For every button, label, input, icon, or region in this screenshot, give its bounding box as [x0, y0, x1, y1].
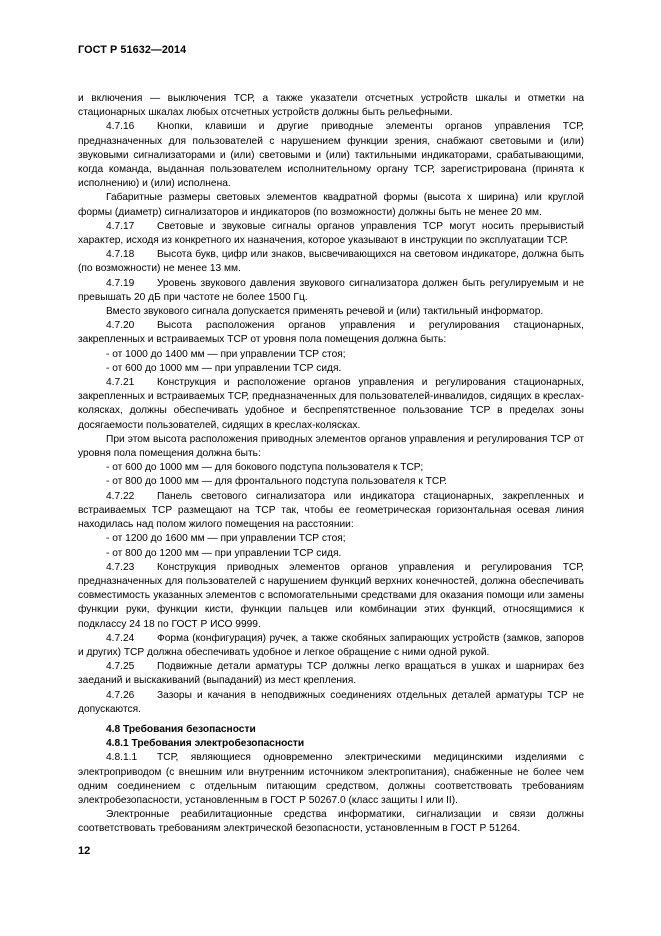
clause-4-7-23 — [78, 561, 584, 632]
clause-4-7-19 — [78, 277, 584, 305]
list-item: - от 800 до 1000 мм — для фронтального подступа пользователя к ТСР. — [106, 476, 447, 488]
clause-4-7-17 — [78, 220, 584, 248]
clause-text: Световые и звуковые сигналы органов управления ТСР могут носить прерывистый характер, исходя из конкретного их назначения, которое указывают в инструкции по эксплуатации ТСР. — [78, 220, 584, 247]
clause-text: Высота букв, цифр или знаков, высвечивающихся на световом индикаторе, должна быть (по возможности) не менее 13 мм. — [78, 249, 584, 275]
clause-4-7-16 — [78, 120, 584, 191]
section-heading-4-8: 4.8 Требования безопасности — [106, 723, 256, 735]
clause-4-7-20 — [78, 319, 584, 347]
clause-text: Конструкция приводных элементов органов управления и регулирования ТСР, предназначенных для пользователей с нарушением функций верхних конечностей, должна обеспечивать совместимость указанных элементов с вспомогательными средствами для оказания помощи или замены функции руки, функции кисти, функции пальцев или комбинации этих функций, относящимися к подклассу 24 18 по ГОСТ Р ИСО 9999. — [78, 561, 584, 630]
clause-4-7-26 — [78, 689, 584, 717]
list-item: - от 1000 до 1400 мм — при управлении ТСР стоя; — [106, 348, 346, 360]
clause-text: ТСР, являющиеся одновременно электрическими медицинскими изделиями с электроприводом (с внешним или внутренним источником электропитания), снабженные не более чем одним соединением с отдельным питающим средством, должны соответствовать требованиям электробезопасности, установленным в ГОСТ Р 50267.0 (класс защиты I или II). — [78, 752, 584, 806]
document-header: ГОСТ Р 51632—2014 — [78, 44, 187, 56]
clause-number: 4.7.19 — [106, 277, 135, 289]
clause-number: 4.7.18 — [106, 249, 135, 261]
clause-number: 4.7.17 — [106, 220, 135, 232]
clause-text: Форма (конфигурация) ручек, а также скобяных запирающих устройств (замков, запоров и других) ТСР должна обеспечивать удобное и легкое обращение с ними одной рукой. — [78, 632, 584, 658]
clause-text: Кнопки, клавиши и другие приводные элементы органов управления ТСР, предназначенных для пользователей с нарушением функции зрения, снабжают световыми и (или) звуковыми сигнализаторами и (или) световыми и (или) тактильными индикаторами, срабатывающими, когда команда, выданная пользователем исполнительному органу ТСР, зарегистрирована (принята к исполнению) и (или) исполнена. — [78, 121, 584, 190]
paragraph: Габаритные размеры световых элементов квадратной формы (высота х ширина) или круглой формы (диаметр) сигнализаторов и индикаторов (по возможности) должны быть не менее 20 мм. — [78, 192, 584, 218]
document-body — [78, 92, 584, 837]
paragraph: Электронные реабилитационные средства информатики, сигнализации и связи должны соответствовать требованиям электрической безопасности, установленным в ГОСТ Р 51264. — [78, 809, 584, 835]
clause-number: 4.7.23 — [106, 561, 135, 573]
clause-number: 4.8.1.1 — [106, 752, 138, 764]
clause-text: Конструкция и расположение органов управления и регулирования стационарных, закрепленных и встраиваемых ТСР, предназначенных для пользователей-инвалидов, сидящих в креслах-колясках, должны обеспечивать удобное и беспрепятственное пользование ТСР в пределах зоны досягаемости пользователей, сидящих в креслах-колясках. — [78, 377, 584, 431]
clause-4-7-25 — [78, 660, 584, 688]
list-item: - от 600 до 1000 мм — при управлении ТСР сидя. — [106, 362, 342, 374]
clause-4-7-18 — [78, 248, 584, 276]
clause-4-7-21 — [78, 376, 584, 433]
paragraph: и включения — выключения ТСР, а также указатели отсчетных устройств шкалы и отметки на стационарных шкалах любых отсчетных устройств должны быть рельефными. — [78, 93, 584, 119]
list-item: - от 800 до 1200 мм — при управлении ТСР сидя. — [106, 547, 342, 559]
clause-number: 4.7.21 — [106, 377, 135, 389]
clause-number: 4.7.25 — [106, 661, 135, 673]
subsection-heading-4-8-1: 4.8.1 Требования электробезопасности — [106, 738, 305, 750]
clause-text: Уровень звукового давления звукового сигнализатора должен быть регулируемым и не превышать 20 дБ при частоте не более 1500 Гц. — [78, 277, 584, 303]
list-item: - от 600 до 1000 мм — для бокового подступа пользователя к ТСР; — [106, 462, 424, 474]
clause-text: Подвижные детали арматуры ТСР должны легко вращаться в ушках и шарнирах без заеданий и выскакиваний (выпаданий) из мест крепления. — [78, 661, 584, 687]
clause-4-7-24 — [78, 632, 584, 660]
clause-text: Зазоры и качания в неподвижных соединениях отдельных деталей арматуры ТСР не допускаются. — [78, 689, 584, 715]
page-number: 12 — [78, 845, 91, 857]
clause-4-7-22 — [78, 490, 584, 533]
clause-number: 4.7.16 — [106, 121, 135, 133]
clause-4-8-1-1 — [78, 751, 584, 808]
clause-number: 4.7.24 — [106, 632, 135, 644]
paragraph: При этом высота расположения приводных элементов органов управления и регулирования ТСР от уровня пола помещения должна быть: — [78, 433, 584, 460]
clause-text: Панель светового сигнализатора или индикатора стационарных, закрепленных и встраиваемых ТСР размещают на ТСР так, чтобы ее геометрическая горизонтальная осевая линия находилась над полом жилого помещения на расстоянии: — [78, 490, 584, 531]
clause-number: 4.7.26 — [106, 689, 135, 701]
clause-text: Высота расположения органов управления и регулирования стационарных, закрепленных и встраиваемых ТСР от уровня пола помещения должна быть: — [78, 320, 584, 346]
list-item: - от 1200 до 1600 мм — при управлении ТСР стоя; — [106, 533, 346, 545]
paragraph: Вместо звукового сигнала допускается применять речевой и (или) тактильный информатор. — [106, 306, 544, 318]
clause-number: 4.7.22 — [106, 490, 135, 502]
clause-number: 4.7.20 — [106, 320, 135, 332]
